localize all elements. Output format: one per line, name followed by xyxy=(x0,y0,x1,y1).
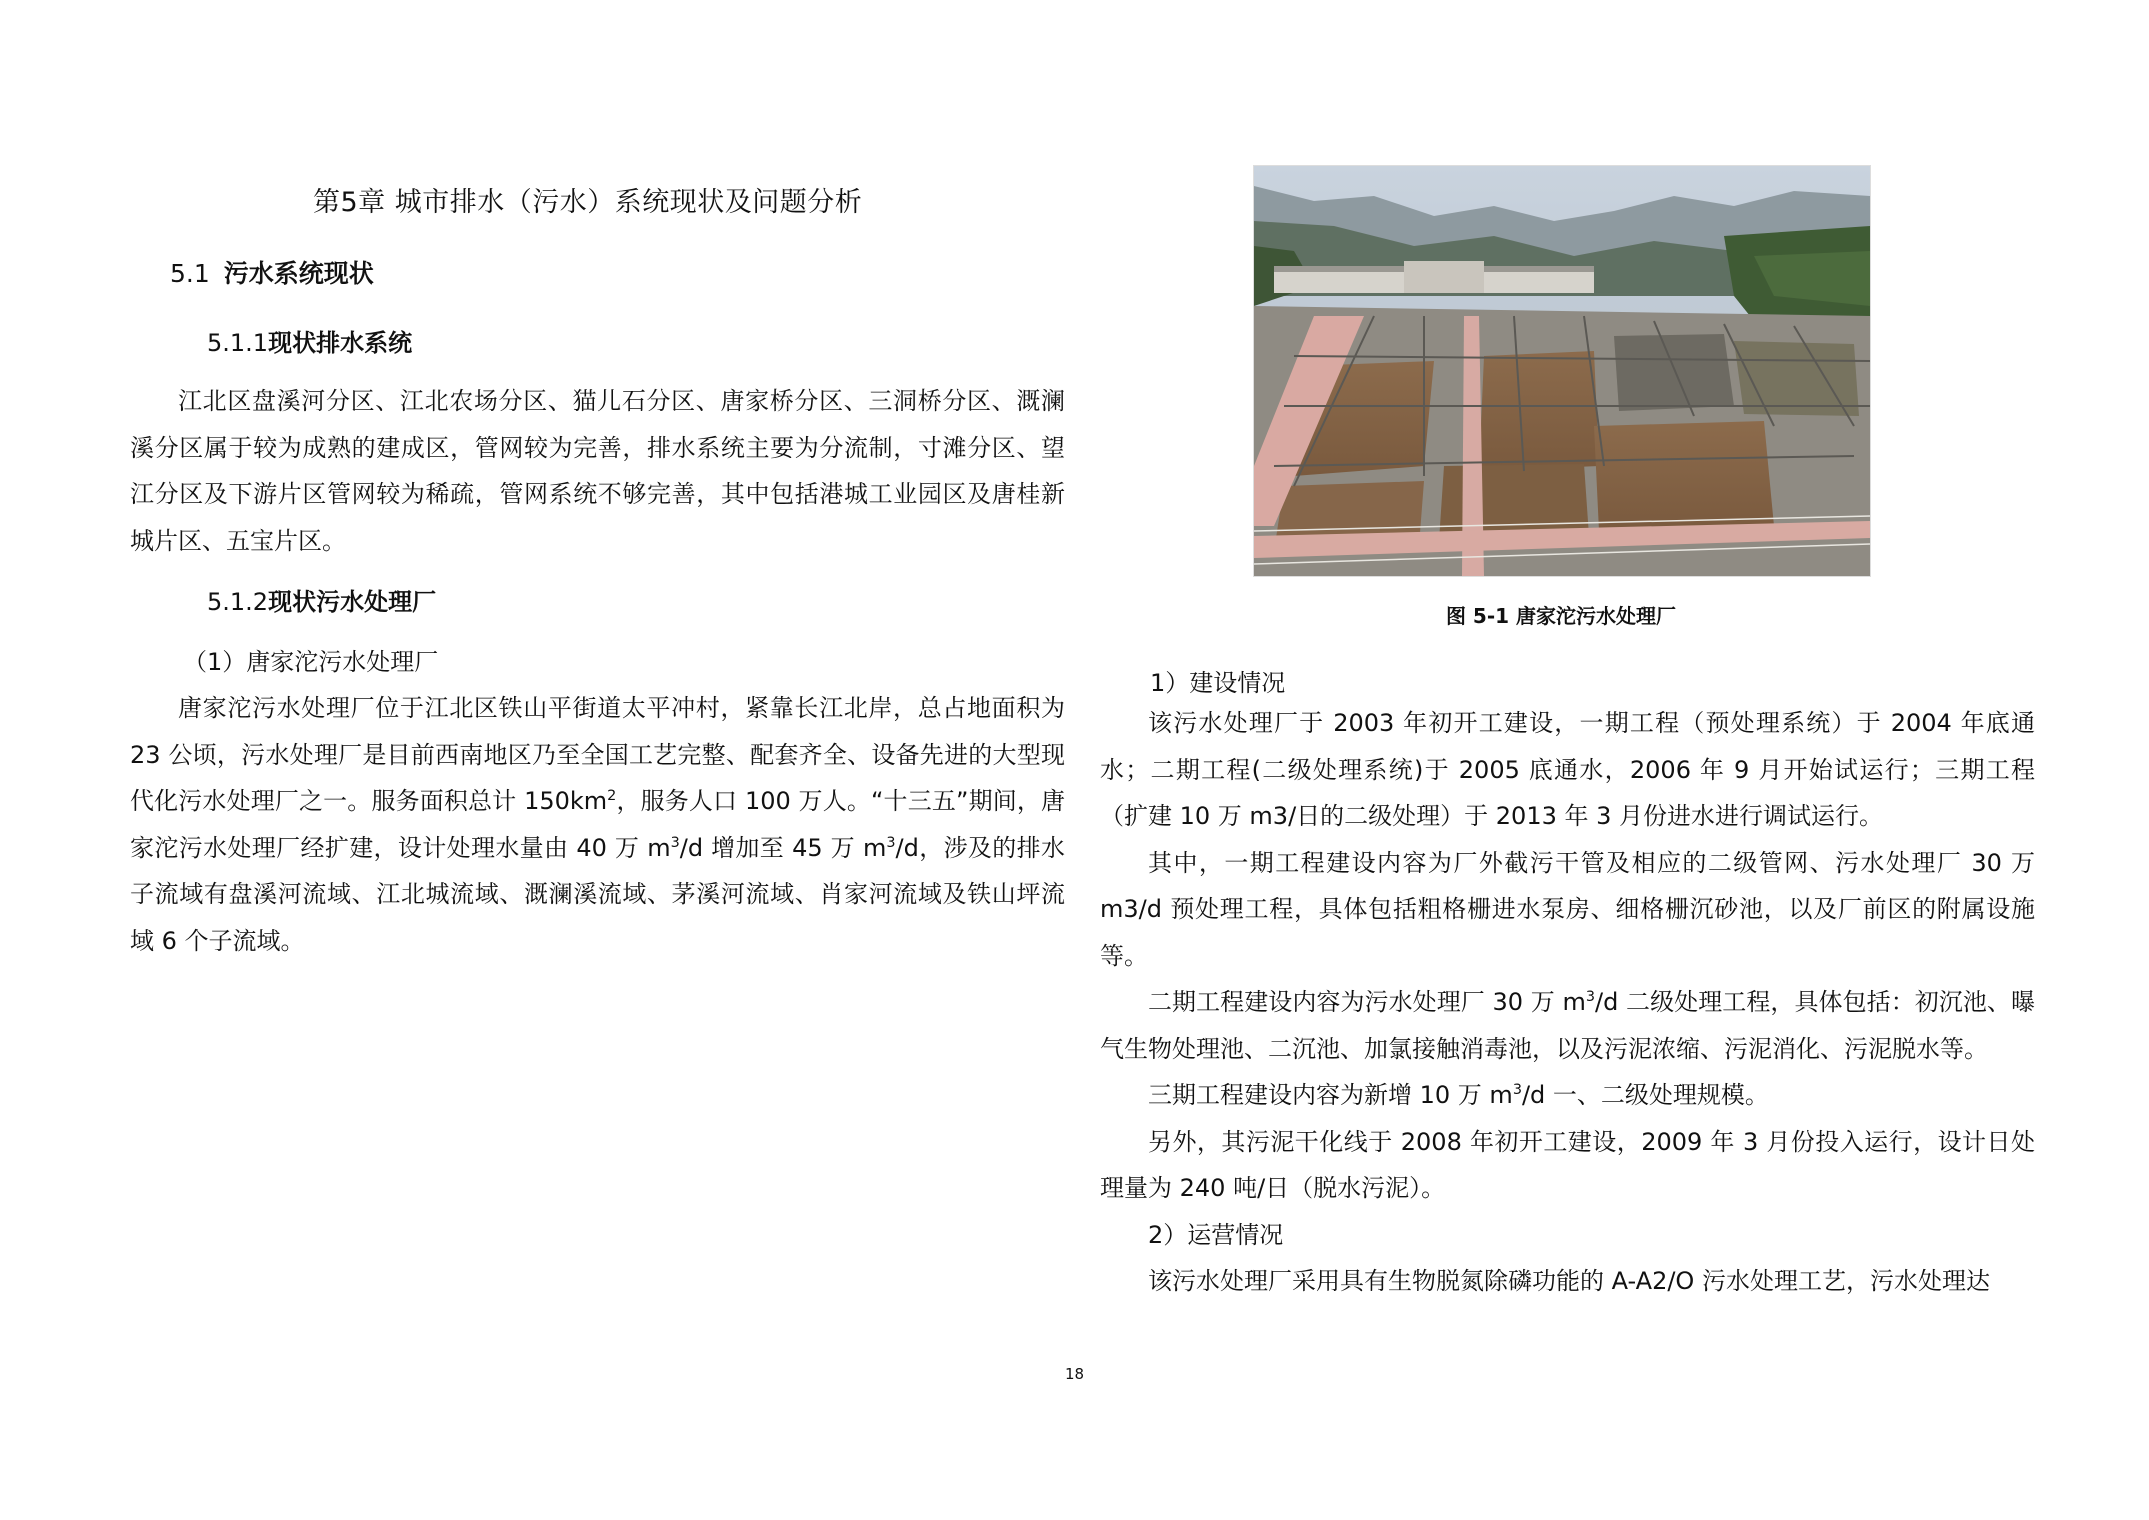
section-number: 5.1 xyxy=(170,259,210,288)
wastewater-plant-photo xyxy=(1253,165,1871,577)
subsection-heading-2 xyxy=(207,582,436,617)
paragraph-text: 二期工程建设内容为污水处理厂 30 万 $m^3/d$ 二级处理工程，具体包括：初沉池、曝气生物处理池、二沉池、加氯接触消毒池，以及污泥浓缩、污泥消化、污泥脱水等。 xyxy=(1100,988,2035,1063)
subsection-number-2: 5.1.2 xyxy=(207,588,269,616)
section-heading xyxy=(170,254,374,290)
item-heading-tangjiatuo: （1）唐家沱污水处理厂 xyxy=(183,648,439,676)
paragraph-drainage-system xyxy=(130,378,1065,564)
subsection-number-1: 5.1.1 xyxy=(207,329,269,357)
paragraph-text: 另外，其污泥干化线于 2008 年初开工建设，2009 年 3 月份投入运行，设计日处理量为 240 吨/日（脱水污泥）。 xyxy=(1100,1127,2035,1202)
subsection-heading-1 xyxy=(207,323,412,358)
paragraph-text: 江北区盘溪河分区、江北农场分区、猫儿石分区、唐家桥分区、三洞桥分区、溉澜溪分区属于较为成熟的建成区，管网较为完善，排水系统主要为分流制，寸滩分区、望江分区及下游片区管网较为稀疏，管网系统不够完善，其中包括港城工业园区及唐桂新城片区、五宝片区。 xyxy=(130,387,1065,555)
paragraph-tangjiatuo xyxy=(130,685,1065,964)
paragraph-text: 该污水处理厂于 2003 年初开工建设，一期工程（预处理系统）于 2004 年底通水；二期工程(二级处理系统)于 2005 底通水，2006 年 9 月开始试运行；三期工程（扩建 10 万 m3/日的二级处理）于 2013 年 3 月份进水进行调试运行。 xyxy=(1100,709,2035,830)
paragraph-text: 该污水处理厂采用具有生物脱氮除磷功能的 A-A2/O 污水处理工艺，污水处理达 xyxy=(1148,1267,1990,1295)
paragraph-text: 唐家沱污水处理厂位于江北区铁山平街道太平冲村，紧靠长江北岸，总占地面积为 23 公顷，污水处理厂是目前西南地区乃至全国工艺完整、配套齐全、设备先进的大型现代化污水处理厂之一。服务面积总计 $150km^2$，服务人口 100 万人。“十三五”期间，唐家沱污水处理厂经扩建，设计处理水量由 40 万 $m^3/d$ 增加至 45 万 $m^3/d$，涉及的排水子流域有盘溪河流域、江北城流域、溉澜溪流域、茅溪河流域、肖家河流域及铁山坪流域 6 个子流域。 xyxy=(130,694,1065,955)
section-title: 污水系统现状 xyxy=(223,259,374,288)
figure-caption: 图 5-1 唐家沱污水处理厂 xyxy=(1445,604,1677,628)
subsection-title-1: 现状排水系统 xyxy=(268,329,413,357)
paragraph-text: 其中，一期工程建设内容为厂外截污干管及相应的二级管网、污水处理厂 30 万 m3/d 预处理工程，具体包括粗格栅进水泵房、细格栅沉砂池，以及厂前区的附属设施等。 xyxy=(1100,848,2035,970)
subsection-title-2: 现状污水处理厂 xyxy=(268,588,437,616)
paragraph-text: 三期工程建设内容为新增 10 万 $m^3/d$ 一、二级处理规模。 xyxy=(1148,1081,1769,1109)
heading-construction: 1）建设情况 xyxy=(1150,669,1286,697)
page-number: 18 xyxy=(1064,1365,1085,1383)
heading-operation: 2）运营情况 xyxy=(1148,1220,1284,1249)
paragraph-construction xyxy=(1100,700,2035,1305)
chapter-title: 第5章 城市排水（污水）系统现状及问题分析 xyxy=(313,187,863,218)
